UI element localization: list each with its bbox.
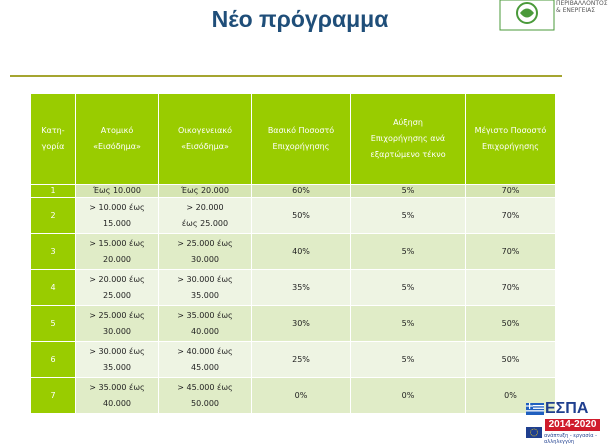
- header-personal-income: Ατομικό «Εισόδημα»: [76, 94, 159, 185]
- table-row: [31, 378, 556, 414]
- cell-personal-income: > 15.000 έως 20.000: [76, 234, 159, 270]
- cell-max-rate: 70%: [466, 234, 556, 270]
- cell-family-income: > 20.000 έως 25.000: [159, 198, 252, 234]
- ministry-logo-line: & ΕΝΕΡΓΕΙΑΣ: [556, 7, 596, 14]
- cell-base-rate: 50%: [252, 198, 351, 234]
- espa-logo-years: 2014-2020: [545, 419, 600, 431]
- table-row: [31, 342, 556, 378]
- cell-personal-income: Έως 10.000: [76, 185, 159, 198]
- subsidy-table: [30, 93, 556, 414]
- cell-category: 1: [31, 185, 76, 198]
- cell-family-income: > 25.000 έως 30.000: [159, 234, 252, 270]
- cell-family-income: > 40.000 έως 45.000: [159, 342, 252, 378]
- header-child-increase: Αύξηση Επιχορήγησης ανά εξαρτώμενο τέκνο: [351, 94, 466, 185]
- cell-base-rate: 30%: [252, 306, 351, 342]
- cell-base-rate: 40%: [252, 234, 351, 270]
- cell-child-increase: 5%: [351, 185, 466, 198]
- cell-family-income: > 30.000 έως 35.000: [159, 270, 252, 306]
- cell-max-rate: 70%: [466, 185, 556, 198]
- cell-personal-income: > 25.000 έως 30.000: [76, 306, 159, 342]
- cell-category: 4: [31, 270, 76, 306]
- espa-logo-name: ΕΣΠΑ: [545, 400, 589, 417]
- cell-base-rate: 0%: [252, 378, 351, 414]
- table-row: [31, 306, 556, 342]
- cell-personal-income: > 10.000 έως 15.000: [76, 198, 159, 234]
- cell-child-increase: 5%: [351, 270, 466, 306]
- cell-base-rate: 60%: [252, 185, 351, 198]
- cell-max-rate: 70%: [466, 270, 556, 306]
- cell-category: 6: [31, 342, 76, 378]
- header-base-rate: Βασικό Ποσοστό Επιχορήγησης: [252, 94, 351, 185]
- cell-family-income: > 35.000 έως 40.000: [159, 306, 252, 342]
- cell-personal-income: > 20.000 έως 25.000: [76, 270, 159, 306]
- cell-base-rate: 35%: [252, 270, 351, 306]
- cell-category: 2: [31, 198, 76, 234]
- ministry-logo-line: ΠΕΡΙΒΑΛΛΟΝΤΟΣ: [556, 0, 608, 7]
- cell-personal-income: > 30.000 έως 35.000: [76, 342, 159, 378]
- cell-category: 5: [31, 306, 76, 342]
- cell-child-increase: 5%: [351, 342, 466, 378]
- cell-category: 3: [31, 234, 76, 270]
- title-divider: [10, 75, 562, 77]
- cell-family-income: > 45.000 έως 50.000: [159, 378, 252, 414]
- cell-personal-income: > 35.000 έως 40.000: [76, 378, 159, 414]
- table-row: [31, 234, 556, 270]
- greek-flag-icon: [526, 403, 544, 415]
- cell-max-rate: 0%: [466, 378, 556, 414]
- eu-flag-icon: [526, 427, 542, 438]
- cell-max-rate: 50%: [466, 306, 556, 342]
- header-category: Κατη- γορία: [31, 94, 76, 185]
- header-family-income: Οικογενειακό «Εισόδημα»: [159, 94, 252, 185]
- cell-child-increase: 5%: [351, 198, 466, 234]
- cell-child-increase: 5%: [351, 306, 466, 342]
- cell-child-increase: 0%: [351, 378, 466, 414]
- table-row: [31, 270, 556, 306]
- cell-child-increase: 5%: [351, 234, 466, 270]
- cell-max-rate: 50%: [466, 342, 556, 378]
- table-row: [31, 185, 556, 198]
- cell-category: 7: [31, 378, 76, 414]
- ministry-logo: [500, 0, 554, 30]
- espa-logo-slogan: ανάπτυξη - εργασία - αλληλεγγύη: [544, 433, 597, 445]
- cell-family-income: Έως 20.000: [159, 185, 252, 198]
- cell-max-rate: 70%: [466, 198, 556, 234]
- table-row: [31, 198, 556, 234]
- page-title: Νέο πρόγραμμα: [211, 6, 389, 32]
- header-max-rate: Μέγιστο Ποσοστό Επιχορήγησης: [466, 94, 556, 185]
- ministry-logo-text: [556, 0, 608, 14]
- table-header-row: [31, 94, 556, 185]
- cell-base-rate: 25%: [252, 342, 351, 378]
